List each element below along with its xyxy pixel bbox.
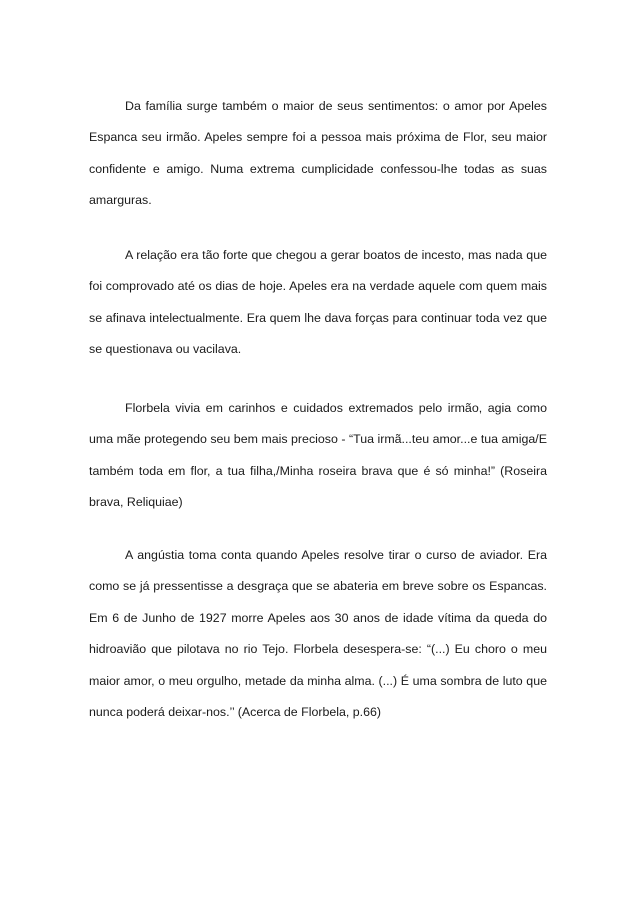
paragraph-death-of-apeles: A angústia toma conta quando Apeles resolve tirar o curso de aviador. Era como se já pressentisse a desgraça que se abateria em breve sobre os Espancas. Em 6 de Junho de 1927 morre Apeles aos 30 anos de idade vítima da queda do hidroavião que pilotava no rio Tejo. Florbela desespera-se: “(...) Eu choro o meu maior amor, o meu orgulho, metade da minha alma. (...) É uma sombra de luto que nunca poderá deixar-nos.’’ (Acerca de Florbela, p.66) (89, 548, 547, 720)
paragraph-relationship: A relação era tão forte que chegou a gerar boatos de incesto, mas nada que foi comprovado até os dias de hoje. Apeles era na verdade aquele com quem mais se afinava intelectualmente. Era quem lhe dava forças para continuar toda vez que se questionava ou vacilava. (89, 248, 547, 357)
paragraph-care-quote: Florbela vivia em carinhos e cuidados extremados pelo irmão, agia como uma mãe protegendo seu bem mais precioso - “Tua irmã...teu amor...e tua amiga/E também toda em flor, a tua filha,/Minha roseira brava que é só minha!” (Roseira brava, Reliquiae) (89, 401, 547, 510)
paragraph-apeles-love: Da família surge também o maior de seus sentimentos: o amor por Apeles Espanca seu irmão. Apeles sempre foi a pessoa mais próxima de Flor, seu maior confidente e amigo. Numa extrema cumplicidade confessou-lhe todas as suas amarguras. (89, 99, 547, 208)
